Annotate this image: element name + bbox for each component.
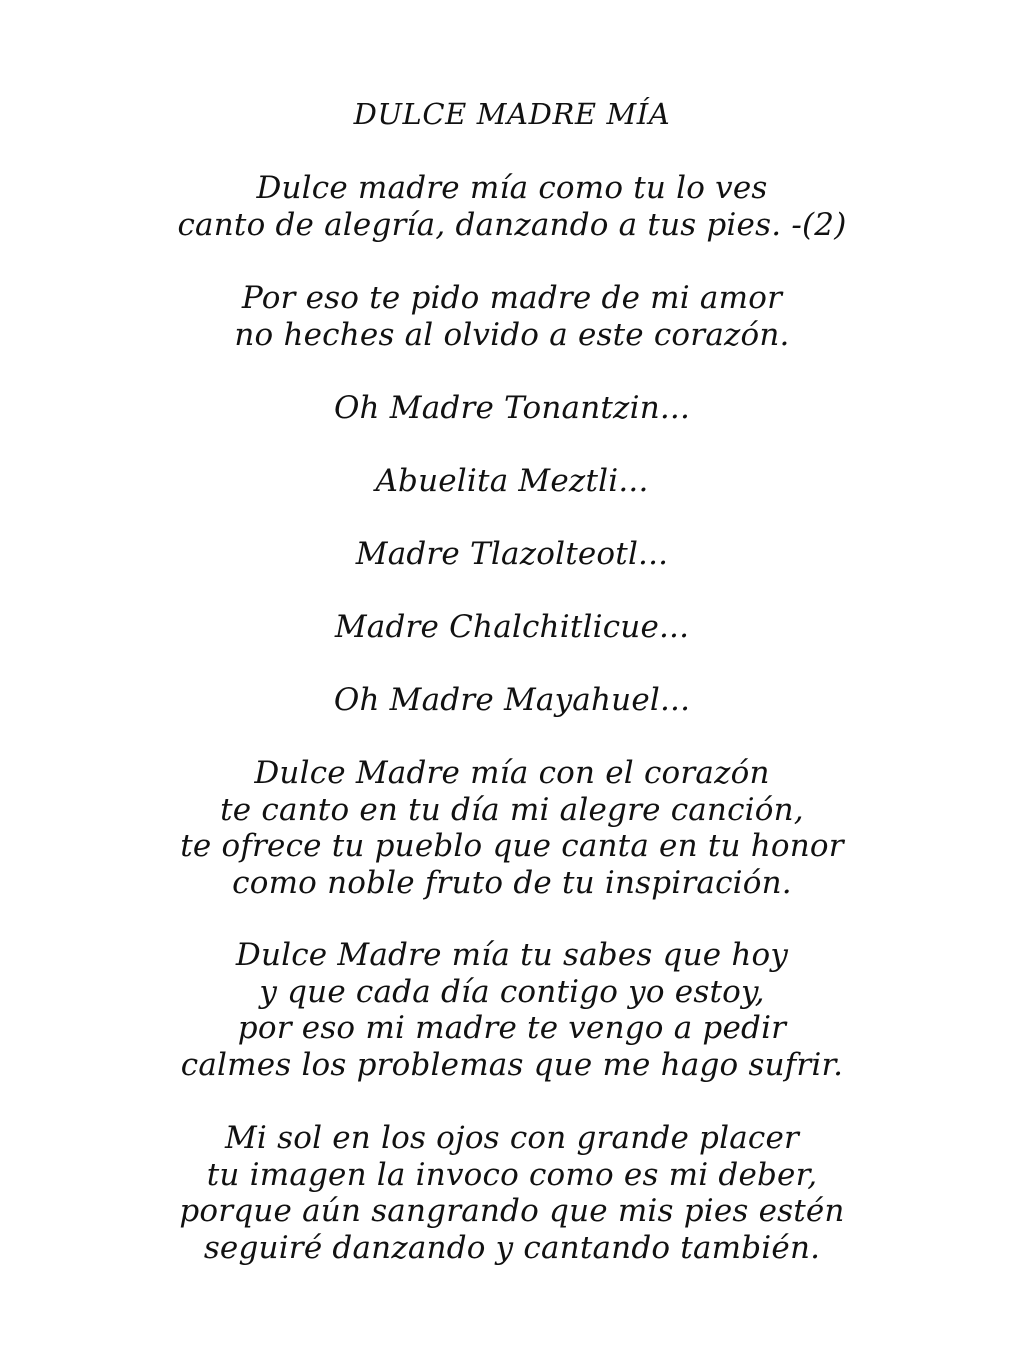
poem-line: Oh Madre Mayahuel... (333, 682, 691, 718)
poem-line: canto de alegría, danzando a tus pies. -(2) (177, 206, 847, 243)
poem-line: Oh Madre Tonantzin... (333, 390, 691, 426)
poem-line: tu imagen la invoco como es mi deber, (206, 1156, 818, 1193)
stanza-8 (0, 755, 1024, 901)
stanza-6 (0, 609, 1024, 646)
poem-line: Mi sol en los ojos con grande placer (224, 1120, 800, 1156)
stanza-4 (0, 463, 1024, 500)
poem-line: calmes los problemas que me hago sufrir. (180, 1046, 844, 1083)
poem-line: Dulce madre mía como tu lo ves (256, 170, 768, 206)
poem-line: no heches al olvido a este corazón. (234, 316, 790, 353)
stanza-7 (0, 682, 1024, 719)
poem-line: Madre Tlazolteotl... (355, 536, 669, 572)
poem-title: DULCE MADRE MÍA (353, 97, 671, 131)
stanza-5 (0, 536, 1024, 573)
poem-line: como noble fruto de tu inspiración. (232, 864, 792, 901)
poem-line: te ofrece tu pueblo que canta en tu honor (180, 828, 844, 864)
poem-line: Abuelita Meztli... (375, 463, 649, 499)
poem-line: seguiré danzando y cantando también. (203, 1229, 821, 1266)
poem-line: te canto en tu día mi alegre canción, (220, 791, 804, 828)
stanza-10 (0, 1120, 1024, 1266)
stanza-1 (0, 170, 1024, 243)
poem-line: porque aún sangrando que mis pies estén (179, 1193, 845, 1229)
poem-line: Madre Chalchitlicue... (334, 609, 690, 645)
poem-line: Dulce Madre mía tu sabes que hoy (235, 937, 789, 973)
poem-line: Por eso te pido madre de mi amor (241, 280, 783, 316)
stanza-9 (0, 937, 1024, 1083)
stanza-2 (0, 280, 1024, 353)
stanza-3 (0, 390, 1024, 427)
poem-line: Dulce Madre mía con el corazón (254, 755, 770, 791)
poem-line: por eso mi madre te vengo a pedir (237, 1010, 787, 1046)
poem-line: y que cada día contigo yo estoy, (259, 973, 765, 1010)
